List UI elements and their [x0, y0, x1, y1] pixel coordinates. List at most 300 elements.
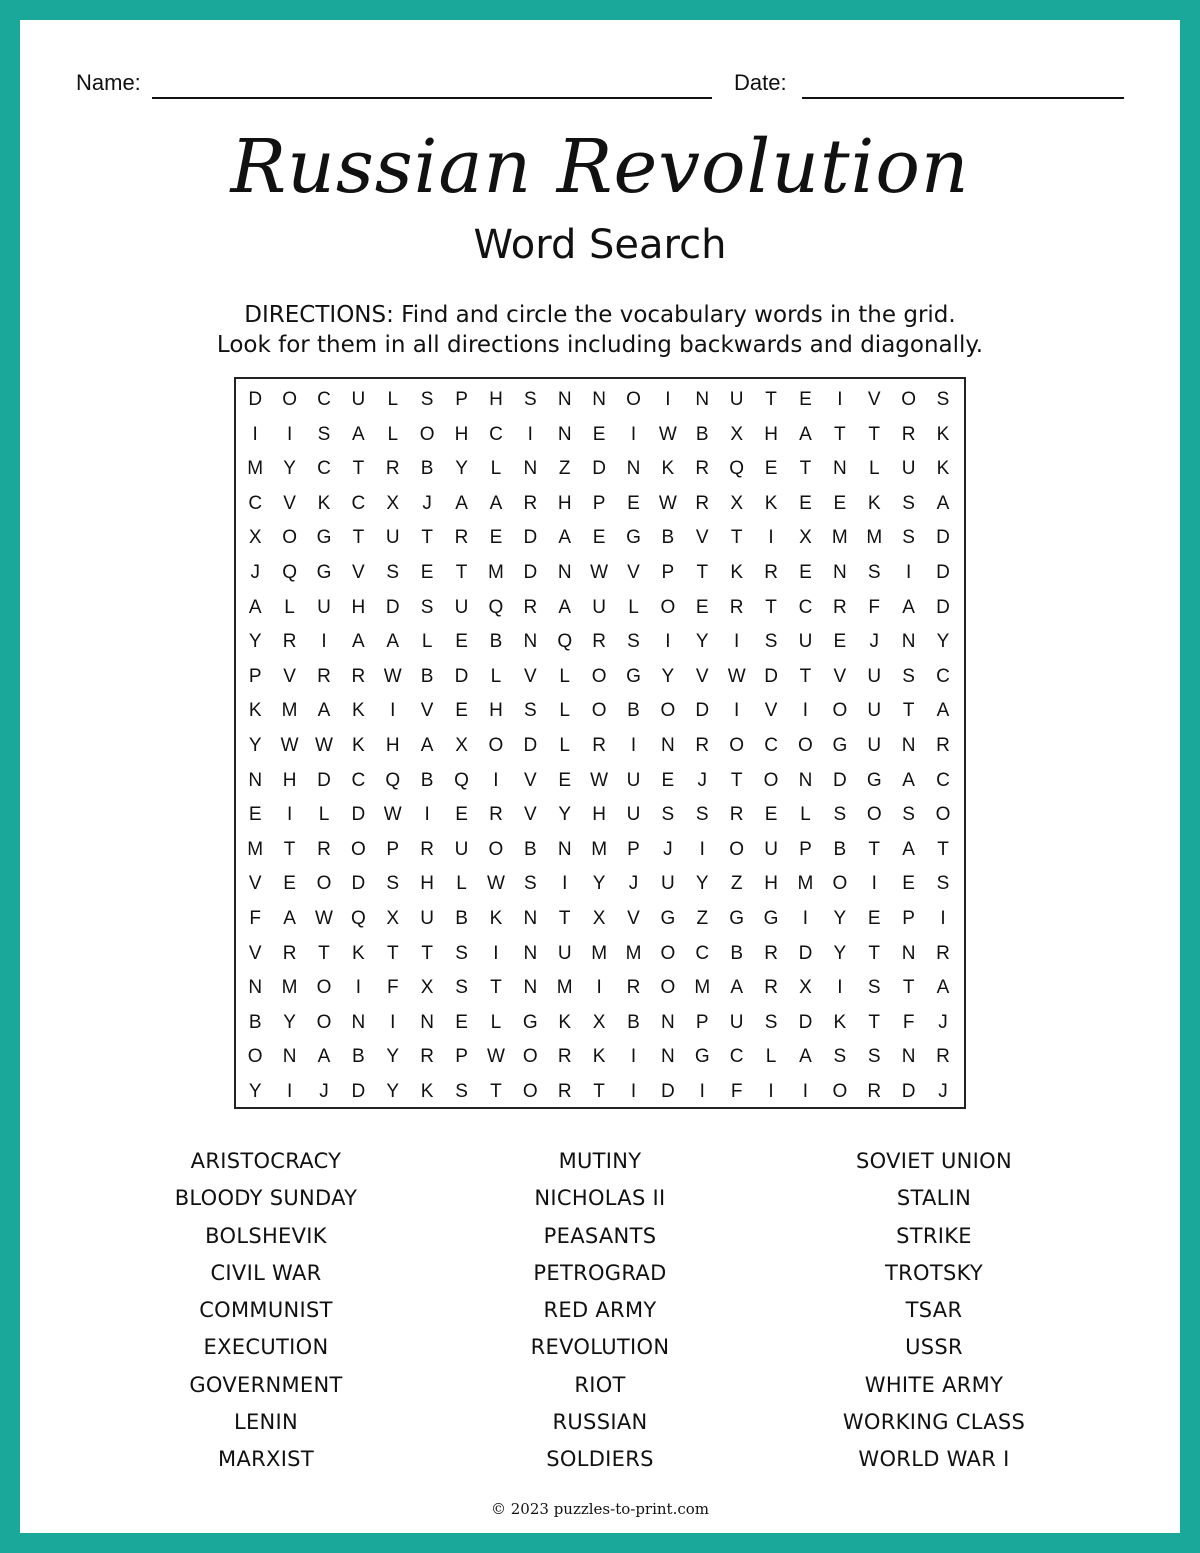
grid-letter[interactable]: W: [315, 734, 333, 756]
grid-letter[interactable]: H: [351, 596, 366, 618]
grid-letter[interactable]: U: [764, 838, 778, 860]
grid-letter[interactable]: B: [352, 1046, 365, 1068]
grid-letter[interactable]: I: [493, 942, 499, 964]
grid-letter[interactable]: R: [385, 458, 400, 480]
grid-letter[interactable]: E: [764, 804, 778, 826]
grid-letter[interactable]: T: [421, 527, 433, 549]
grid-letter[interactable]: B: [455, 907, 468, 929]
grid-letter[interactable]: N: [695, 389, 710, 410]
grid-letter[interactable]: C: [317, 458, 331, 480]
grid-letter[interactable]: B: [420, 665, 434, 687]
grid-letter[interactable]: A: [455, 492, 468, 514]
grid-letter[interactable]: D: [385, 596, 400, 618]
grid-letter[interactable]: R: [729, 804, 744, 826]
grid-letter[interactable]: P: [386, 838, 400, 860]
grid-letter[interactable]: N: [248, 769, 263, 791]
grid-letter[interactable]: L: [318, 804, 330, 826]
grid-letter[interactable]: J: [250, 561, 260, 583]
grid-letter[interactable]: R: [764, 977, 778, 999]
grid-letter[interactable]: S: [936, 873, 950, 895]
grid-letter[interactable]: T: [490, 1080, 502, 1102]
grid-letter[interactable]: M: [831, 527, 848, 549]
grid-letter[interactable]: D: [936, 561, 950, 583]
grid-letter[interactable]: S: [455, 1080, 468, 1102]
grid-letter[interactable]: O: [866, 804, 882, 826]
grid-letter[interactable]: C: [351, 769, 366, 791]
grid-letter[interactable]: S: [902, 665, 915, 687]
grid-letter[interactable]: G: [832, 734, 848, 756]
grid-letter[interactable]: I: [630, 1080, 637, 1102]
grid-letter[interactable]: I: [390, 1011, 396, 1033]
grid-letter[interactable]: E: [833, 631, 847, 653]
grid-letter[interactable]: D: [764, 665, 778, 687]
grid-letter[interactable]: T: [593, 1080, 605, 1102]
grid-letter[interactable]: J: [869, 631, 879, 653]
grid-letter[interactable]: S: [523, 700, 537, 722]
grid-letter[interactable]: F: [249, 907, 261, 929]
grid-letter[interactable]: E: [592, 527, 606, 549]
grid-letter[interactable]: Y: [386, 1046, 400, 1068]
grid-letter[interactable]: U: [867, 665, 882, 687]
grid-letter[interactable]: V: [695, 527, 709, 549]
grid-letter[interactable]: B: [661, 527, 675, 549]
grid-letter[interactable]: I: [321, 631, 327, 653]
grid-letter[interactable]: A: [317, 700, 331, 722]
grid-letter[interactable]: L: [628, 596, 639, 618]
grid-letter[interactable]: A: [489, 492, 503, 514]
grid-letter[interactable]: T: [421, 942, 433, 964]
grid-letter[interactable]: R: [489, 804, 503, 826]
grid-letter[interactable]: D: [248, 389, 263, 410]
grid-letter[interactable]: E: [833, 492, 847, 514]
grid-letter[interactable]: A: [352, 631, 365, 653]
grid-letter[interactable]: Y: [455, 458, 468, 480]
grid-letter[interactable]: S: [661, 804, 675, 826]
grid-letter[interactable]: I: [286, 804, 293, 826]
grid-letter[interactable]: K: [833, 1011, 847, 1033]
grid-letter[interactable]: O: [660, 596, 676, 618]
grid-letter[interactable]: K: [352, 734, 365, 756]
grid-letter[interactable]: Q: [557, 631, 573, 653]
grid-letter[interactable]: N: [248, 977, 263, 999]
grid-letter[interactable]: S: [867, 561, 881, 583]
grid-letter[interactable]: Q: [488, 596, 504, 618]
grid-letter[interactable]: Y: [386, 1080, 400, 1102]
grid-letter[interactable]: I: [527, 423, 533, 445]
grid-letter[interactable]: V: [248, 873, 262, 895]
grid-letter[interactable]: B: [833, 838, 847, 860]
grid-letter[interactable]: E: [799, 492, 812, 514]
grid-letter[interactable]: M: [247, 838, 264, 860]
grid-letter[interactable]: R: [420, 838, 435, 860]
grid-letter[interactable]: T: [799, 665, 812, 687]
grid-letter[interactable]: N: [901, 631, 916, 653]
grid-letter[interactable]: T: [868, 1011, 881, 1033]
grid-letter[interactable]: Y: [936, 631, 950, 653]
grid-letter[interactable]: V: [523, 665, 537, 687]
grid-letter[interactable]: S: [902, 804, 915, 826]
grid-letter[interactable]: R: [557, 1080, 572, 1102]
grid-letter[interactable]: Y: [695, 631, 709, 653]
grid-letter[interactable]: I: [596, 977, 602, 999]
grid-letter[interactable]: W: [486, 873, 505, 895]
grid-letter[interactable]: T: [490, 977, 502, 999]
grid-letter[interactable]: U: [867, 734, 882, 756]
grid-letter[interactable]: Y: [283, 458, 296, 480]
grid-letter[interactable]: L: [490, 458, 502, 480]
grid-letter[interactable]: Z: [558, 458, 571, 480]
grid-letter[interactable]: B: [730, 942, 743, 964]
grid-letter[interactable]: N: [832, 458, 847, 480]
grid-letter[interactable]: K: [420, 1080, 434, 1102]
grid-letter[interactable]: H: [592, 804, 606, 826]
grid-letter[interactable]: A: [558, 527, 572, 549]
grid-letter[interactable]: Y: [283, 1011, 296, 1033]
grid-letter[interactable]: C: [317, 389, 331, 410]
grid-letter[interactable]: D: [695, 700, 710, 722]
grid-letter[interactable]: B: [420, 458, 434, 480]
grid-letter[interactable]: U: [592, 596, 606, 618]
grid-letter[interactable]: C: [798, 596, 813, 618]
grid-letter[interactable]: R: [695, 492, 710, 514]
grid-letter[interactable]: S: [695, 804, 709, 826]
grid-letter[interactable]: L: [559, 665, 570, 687]
grid-letter[interactable]: K: [661, 458, 675, 480]
grid-letter[interactable]: O: [419, 423, 435, 445]
grid-letter[interactable]: N: [557, 838, 572, 860]
grid-letter[interactable]: N: [282, 1046, 297, 1068]
grid-letter[interactable]: K: [867, 492, 881, 514]
grid-letter[interactable]: K: [764, 492, 778, 514]
grid-letter[interactable]: L: [387, 423, 399, 445]
grid-letter[interactable]: R: [282, 631, 297, 653]
grid-letter[interactable]: N: [523, 907, 538, 929]
grid-letter[interactable]: E: [764, 458, 778, 480]
grid-letter[interactable]: D: [351, 873, 366, 895]
grid-letter[interactable]: Y: [833, 942, 847, 964]
grid-letter[interactable]: J: [663, 838, 673, 860]
grid-letter[interactable]: K: [936, 423, 950, 445]
grid-letter[interactable]: L: [559, 700, 570, 722]
grid-letter[interactable]: H: [764, 423, 778, 445]
grid-letter[interactable]: S: [764, 631, 778, 653]
grid-letter[interactable]: U: [729, 389, 744, 410]
grid-letter[interactable]: C: [351, 492, 366, 514]
grid-letter[interactable]: G: [866, 769, 882, 791]
grid-letter[interactable]: L: [456, 873, 467, 895]
grid-letter[interactable]: F: [868, 596, 881, 618]
grid-letter[interactable]: N: [420, 1011, 435, 1033]
grid-letter[interactable]: D: [523, 734, 538, 756]
grid-letter[interactable]: I: [562, 873, 568, 895]
grid-letter[interactable]: K: [936, 458, 950, 480]
grid-letter[interactable]: R: [832, 596, 847, 618]
grid-letter[interactable]: O: [798, 734, 813, 756]
grid-letter[interactable]: R: [317, 838, 331, 860]
grid-letter[interactable]: A: [936, 977, 950, 999]
grid-letter[interactable]: K: [352, 700, 365, 722]
grid-letter[interactable]: N: [626, 458, 641, 480]
grid-letter[interactable]: T: [937, 838, 949, 860]
grid-letter[interactable]: N: [523, 458, 538, 480]
grid-letter[interactable]: V: [627, 907, 640, 929]
grid-letter[interactable]: W: [383, 665, 402, 687]
grid-letter[interactable]: O: [660, 942, 676, 964]
grid-letter[interactable]: O: [935, 804, 951, 826]
grid-letter[interactable]: T: [868, 838, 881, 860]
grid-letter[interactable]: D: [798, 942, 813, 964]
grid-letter[interactable]: B: [489, 631, 503, 653]
grid-letter[interactable]: P: [661, 561, 675, 583]
grid-letter[interactable]: I: [630, 1046, 637, 1068]
grid-letter[interactable]: I: [768, 527, 774, 549]
grid-letter[interactable]: X: [592, 1011, 606, 1033]
grid-letter[interactable]: U: [798, 631, 813, 653]
grid-letter[interactable]: Y: [558, 804, 572, 826]
grid-letter[interactable]: I: [390, 700, 396, 722]
grid-letter[interactable]: L: [421, 631, 433, 653]
grid-letter[interactable]: G: [694, 1046, 710, 1068]
grid-letter[interactable]: G: [626, 527, 641, 549]
grid-letter[interactable]: N: [798, 769, 813, 791]
grid-letter[interactable]: F: [902, 1011, 915, 1033]
grid-letter[interactable]: K: [352, 942, 365, 964]
grid-letter[interactable]: N: [523, 631, 538, 653]
grid-letter[interactable]: G: [316, 527, 332, 549]
grid-letter[interactable]: D: [832, 769, 847, 791]
grid-letter[interactable]: N: [557, 561, 572, 583]
grid-letter[interactable]: B: [627, 1011, 640, 1033]
grid-letter[interactable]: R: [454, 527, 469, 549]
grid-letter[interactable]: T: [352, 527, 365, 549]
grid-letter[interactable]: Q: [729, 458, 745, 480]
grid-letter[interactable]: L: [868, 458, 880, 480]
grid-letter[interactable]: E: [455, 1011, 468, 1033]
grid-letter[interactable]: R: [936, 734, 950, 756]
grid-letter[interactable]: E: [283, 873, 296, 895]
grid-letter[interactable]: L: [284, 596, 295, 618]
grid-letter[interactable]: S: [523, 873, 537, 895]
grid-letter[interactable]: D: [351, 804, 366, 826]
grid-letter[interactable]: A: [386, 631, 400, 653]
grid-letter[interactable]: N: [661, 734, 675, 756]
grid-letter[interactable]: X: [799, 977, 812, 999]
grid-letter[interactable]: R: [523, 596, 538, 618]
grid-letter[interactable]: H: [420, 873, 435, 895]
grid-letter[interactable]: I: [286, 1080, 293, 1102]
grid-letter[interactable]: T: [902, 700, 915, 722]
grid-letter[interactable]: E: [420, 561, 434, 583]
grid-letter[interactable]: R: [695, 458, 710, 480]
grid-letter[interactable]: K: [558, 1011, 572, 1033]
grid-letter[interactable]: N: [661, 1046, 675, 1068]
grid-letter[interactable]: E: [799, 389, 812, 410]
grid-letter[interactable]: I: [905, 561, 912, 583]
grid-letter[interactable]: Z: [696, 907, 709, 929]
grid-letter[interactable]: Y: [695, 873, 709, 895]
grid-letter[interactable]: U: [557, 942, 572, 964]
grid-letter[interactable]: S: [455, 942, 468, 964]
grid-letter[interactable]: S: [936, 389, 950, 410]
date-field-line[interactable]: [802, 97, 1124, 99]
grid-letter[interactable]: S: [455, 977, 468, 999]
grid-letter[interactable]: E: [248, 804, 262, 826]
grid-letter[interactable]: E: [558, 769, 572, 791]
grid-letter[interactable]: M: [797, 873, 814, 895]
grid-letter[interactable]: A: [902, 838, 915, 860]
grid-letter[interactable]: V: [695, 665, 709, 687]
grid-letter[interactable]: S: [627, 631, 640, 653]
grid-letter[interactable]: D: [661, 1080, 675, 1102]
grid-letter[interactable]: C: [729, 1046, 744, 1068]
grid-letter[interactable]: C: [248, 492, 263, 514]
grid-letter[interactable]: Y: [833, 907, 847, 929]
grid-letter[interactable]: S: [317, 423, 331, 445]
grid-letter[interactable]: G: [660, 907, 676, 929]
grid-letter[interactable]: O: [522, 1046, 538, 1068]
grid-letter[interactable]: I: [802, 1080, 809, 1102]
grid-letter[interactable]: M: [591, 838, 608, 860]
grid-letter[interactable]: T: [455, 561, 468, 583]
grid-letter[interactable]: U: [454, 596, 469, 618]
grid-letter[interactable]: I: [768, 1080, 774, 1102]
grid-letter[interactable]: T: [696, 561, 709, 583]
grid-letter[interactable]: U: [661, 873, 675, 895]
grid-letter[interactable]: P: [455, 1046, 468, 1068]
grid-letter[interactable]: C: [695, 942, 710, 964]
grid-letter[interactable]: D: [901, 1080, 916, 1102]
grid-letter[interactable]: R: [317, 665, 331, 687]
grid-letter[interactable]: E: [661, 769, 675, 791]
grid-letter[interactable]: M: [694, 977, 711, 999]
grid-letter[interactable]: P: [248, 665, 262, 687]
grid-letter[interactable]: T: [558, 907, 571, 929]
grid-letter[interactable]: T: [834, 423, 846, 445]
grid-letter[interactable]: O: [350, 838, 366, 860]
grid-letter[interactable]: A: [799, 423, 812, 445]
grid-letter[interactable]: B: [523, 838, 537, 860]
grid-letter[interactable]: X: [799, 527, 812, 549]
grid-letter[interactable]: G: [316, 561, 332, 583]
grid-letter[interactable]: V: [248, 942, 262, 964]
grid-letter[interactable]: R: [764, 561, 778, 583]
grid-letter[interactable]: R: [901, 423, 916, 445]
grid-letter[interactable]: E: [902, 873, 915, 895]
grid-letter[interactable]: K: [248, 700, 262, 722]
grid-letter[interactable]: T: [386, 942, 399, 964]
grid-letter[interactable]: W: [486, 1046, 505, 1068]
grid-letter[interactable]: W: [658, 423, 677, 445]
grid-letter[interactable]: E: [799, 561, 812, 583]
grid-letter[interactable]: W: [280, 734, 299, 756]
grid-letter[interactable]: R: [764, 942, 778, 964]
grid-letter[interactable]: M: [281, 700, 298, 722]
grid-letter[interactable]: A: [902, 596, 915, 618]
grid-letter[interactable]: Q: [350, 907, 366, 929]
grid-letter[interactable]: S: [386, 873, 400, 895]
grid-letter[interactable]: X: [592, 907, 606, 929]
grid-letter[interactable]: R: [867, 1080, 882, 1102]
grid-letter[interactable]: O: [660, 700, 676, 722]
grid-letter[interactable]: A: [902, 769, 915, 791]
grid-letter[interactable]: N: [832, 561, 847, 583]
grid-letter[interactable]: D: [936, 596, 950, 618]
grid-letter[interactable]: V: [867, 389, 881, 410]
grid-letter[interactable]: Y: [592, 873, 606, 895]
grid-letter[interactable]: P: [902, 907, 915, 929]
grid-letter[interactable]: A: [283, 907, 296, 929]
grid-letter[interactable]: A: [558, 596, 572, 618]
grid-letter[interactable]: T: [868, 423, 881, 445]
grid-letter[interactable]: P: [592, 492, 606, 514]
grid-letter[interactable]: X: [730, 492, 743, 514]
grid-letter[interactable]: T: [352, 458, 365, 480]
grid-letter[interactable]: U: [626, 769, 641, 791]
grid-letter[interactable]: M: [281, 977, 298, 999]
grid-letter[interactable]: A: [936, 700, 950, 722]
grid-letter[interactable]: K: [317, 492, 331, 514]
grid-letter[interactable]: I: [355, 977, 361, 999]
grid-letter[interactable]: O: [591, 665, 607, 687]
grid-letter[interactable]: M: [556, 977, 573, 999]
grid-letter[interactable]: F: [386, 977, 399, 999]
grid-letter[interactable]: O: [763, 769, 779, 791]
grid-letter[interactable]: I: [734, 631, 740, 653]
grid-letter[interactable]: K: [489, 907, 503, 929]
grid-letter[interactable]: R: [592, 631, 606, 653]
grid-letter[interactable]: H: [385, 734, 400, 756]
grid-letter[interactable]: P: [799, 838, 812, 860]
grid-letter[interactable]: R: [557, 1046, 572, 1068]
grid-letter[interactable]: Y: [248, 631, 262, 653]
grid-letter[interactable]: X: [386, 907, 400, 929]
grid-letter[interactable]: U: [867, 700, 882, 722]
grid-letter[interactable]: O: [282, 527, 297, 549]
grid-letter[interactable]: K: [730, 561, 743, 583]
grid-letter[interactable]: R: [729, 596, 744, 618]
grid-letter[interactable]: O: [729, 838, 745, 860]
grid-letter[interactable]: A: [352, 423, 365, 445]
grid-letter[interactable]: I: [871, 873, 877, 895]
grid-letter[interactable]: C: [764, 734, 778, 756]
grid-letter[interactable]: B: [695, 423, 709, 445]
grid-letter[interactable]: R: [351, 665, 366, 687]
grid-letter[interactable]: V: [523, 769, 537, 791]
grid-letter[interactable]: O: [316, 1011, 332, 1033]
grid-letter[interactable]: W: [383, 804, 402, 826]
grid-letter[interactable]: U: [317, 596, 331, 618]
grid-letter[interactable]: N: [351, 1011, 366, 1033]
grid-letter[interactable]: O: [832, 1080, 848, 1102]
grid-letter[interactable]: I: [424, 804, 430, 826]
grid-letter[interactable]: S: [764, 1011, 778, 1033]
grid-letter[interactable]: Z: [730, 873, 743, 895]
grid-letter[interactable]: L: [490, 665, 502, 687]
grid-letter[interactable]: X: [455, 734, 468, 756]
grid-letter[interactable]: Q: [385, 769, 401, 791]
grid-letter[interactable]: T: [283, 838, 296, 860]
grid-letter[interactable]: J: [319, 1080, 329, 1102]
grid-letter[interactable]: H: [764, 873, 778, 895]
grid-letter[interactable]: R: [936, 942, 950, 964]
grid-letter[interactable]: G: [763, 907, 779, 929]
grid-letter[interactable]: T: [730, 527, 743, 549]
grid-letter[interactable]: O: [316, 977, 332, 999]
grid-letter[interactable]: V: [627, 561, 640, 583]
grid-letter[interactable]: V: [523, 804, 537, 826]
grid-letter[interactable]: E: [455, 631, 468, 653]
grid-letter[interactable]: N: [523, 942, 538, 964]
